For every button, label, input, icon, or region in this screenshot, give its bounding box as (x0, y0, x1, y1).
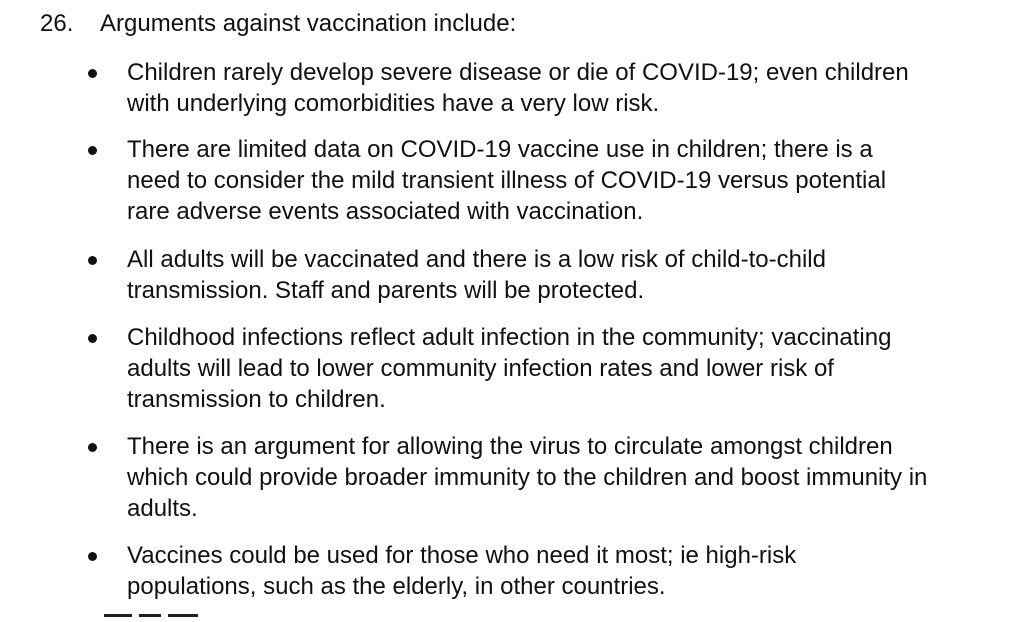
bullet-line: There is an argument for allowing the virus to circulate amongst children (127, 433, 893, 460)
bullet-line: adults will lead to lower community infection rates and lower risk of (127, 355, 834, 382)
bullet-line: Children rarely develop severe disease or die of COVID-19; even children (127, 59, 909, 86)
section-number: 26. (40, 10, 74, 37)
bullet-line: which could provide broader immunity to the children and boost immunity in (127, 464, 928, 491)
bullet-marker (88, 443, 97, 452)
bullet-marker (88, 146, 97, 155)
bullet-text (127, 244, 1007, 306)
bullet-text (127, 57, 1007, 119)
bullet-line: Childhood infections reflect adult infection in the community; vaccinating (127, 324, 892, 351)
bullet-marker (88, 256, 97, 265)
bullet-text (127, 540, 1007, 602)
bullet-line: with underlying comorbidities have a very low risk. (127, 90, 660, 117)
bullet-line: adults. (127, 495, 198, 522)
bullet-line: populations, such as the elderly, in other countries. (127, 573, 666, 600)
bullet-text (127, 431, 1007, 524)
cropped-next-heading-fragment (104, 614, 244, 622)
bullet-text (127, 134, 1007, 227)
bullet-line: need to consider the mild transient illness of COVID-19 versus potential (127, 167, 887, 194)
bullet-text (127, 322, 1007, 415)
section-title: Arguments against vaccination include: (100, 10, 517, 37)
bullet-line: transmission to children. (127, 386, 386, 413)
bullet-line: There are limited data on COVID-19 vaccine use in children; there is a (127, 136, 873, 163)
bullet-marker (88, 334, 97, 343)
section-heading (40, 7, 516, 41)
bullet-line: All adults will be vaccinated and there is a low risk of child-to-child (127, 246, 826, 273)
bullet-line: rare adverse events associated with vaccination. (127, 198, 644, 225)
bullet-line: transmission. Staff and parents will be protected. (127, 277, 645, 304)
bullet-marker (88, 69, 97, 78)
bullet-marker (88, 552, 97, 561)
bullet-line: Vaccines could be used for those who need it most; ie high-risk (127, 542, 797, 569)
